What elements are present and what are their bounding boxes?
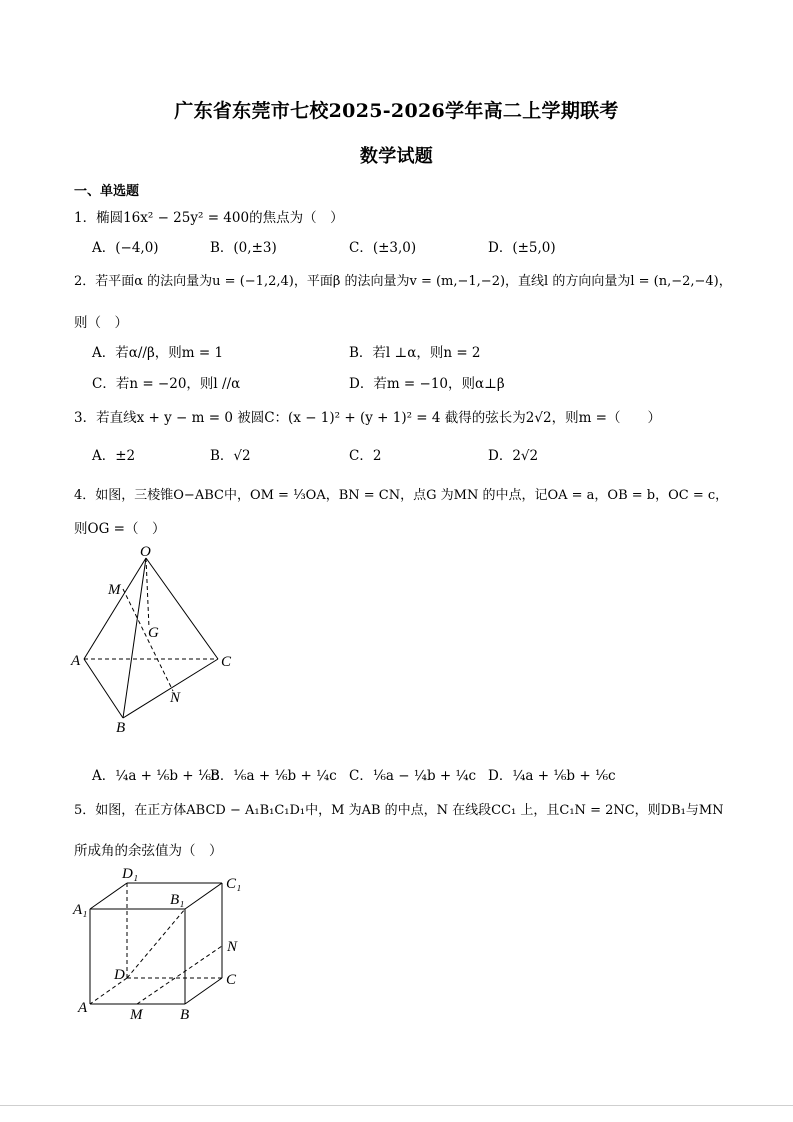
q1-stem: 1．椭圆16x² − 25y² = 400的焦点为（ ） [74,210,344,226]
q2-stem: 2．若平面α 的法向量为u = (−1,2,4)，平面β 的法向量为v = (m,−1,−2)，直线l 的方向向量为l = (n,−2,−4)， [74,274,732,289]
q2-option-d[interactable]: D．若m = −10，则α⊥β [349,376,505,392]
q4-stem: 4．如图，三棱锥O−ABC中，OM = ⅓OA，BN = CN，点G 为MN 的中点，记OA = a，OB = b，OC = c， [74,488,729,503]
label-d1: D₁ [122,866,139,882]
q4-stem-continued: 则OG =（ ） [74,521,166,537]
label-n: N [170,690,181,706]
q2-option-b[interactable]: B．若l ⊥α，则n = 2 [349,345,481,361]
q3-option-b[interactable]: B．√2 [210,448,251,464]
q4-option-b[interactable]: B．⅙a + ⅙b + ¼c [210,768,337,784]
q2-stem-continued: 则（ ） [74,315,128,331]
q4-option-a[interactable]: A．¼a + ⅙b + ⅙c [92,768,219,784]
page-bottom-divider [0,1105,793,1106]
label-a: A [78,1000,88,1016]
q2-option-a[interactable]: A．若α//β，则m = 1 [92,345,224,361]
label-c: C [221,654,232,670]
q3-option-d[interactable]: D．2√2 [488,448,539,464]
label-o: O [140,544,151,560]
q4-option-d[interactable]: D．¼a + ⅙b + ⅙c [488,768,616,784]
q3-option-a[interactable]: A．±2 [92,448,136,464]
label-b: B [116,720,126,736]
label-a: A [71,653,81,669]
page-subtitle: 数学试题 [359,146,434,167]
q1-option-b[interactable]: B．(0,±3) [210,240,277,256]
label-b1: B₁ [170,892,185,908]
label-m: M [108,582,121,598]
q1-option-a[interactable]: A．(−4,0) [92,240,159,256]
label-g: G [148,625,159,641]
label-c: C [226,972,237,988]
q4-option-c[interactable]: C．⅙a − ¼b + ¼c [349,768,477,784]
q2-option-c[interactable]: C．若n = −20，则l //α [92,376,241,392]
cube-figure [70,864,250,1024]
label-b: B [180,1007,190,1023]
q1-option-d[interactable]: D．(±5,0) [488,240,556,256]
label-a1: A₁ [73,902,88,918]
q3-stem: 3．若直线x + y − m = 0 被圆C：(x − 1)² + (y + 1)² = 4 截得的弦长为2√2，则m =（ ） [74,410,661,426]
q1-option-c[interactable]: C．(±3,0) [349,240,417,256]
q5-stem-continued: 所成角的余弦值为（ ） [74,843,223,859]
section-heading: 一、单选题 [74,184,140,199]
label-m: M [130,1007,143,1023]
tetrahedron-figure [66,542,246,737]
q3-option-c[interactable]: C．2 [349,448,382,464]
label-n: N [227,939,238,955]
page-title: 广东省东莞市七校2025-2026学年高二上学期联考 [174,100,619,122]
label-d: D [114,967,125,983]
label-c1: C₁ [226,876,242,892]
q5-stem: 5．如图，在正方体ABCD − A₁B₁C₁D₁中，M 为AB 的中点，N 在线段CC₁ 上，且C₁N = 2NC，则DB₁与MN [74,803,724,818]
